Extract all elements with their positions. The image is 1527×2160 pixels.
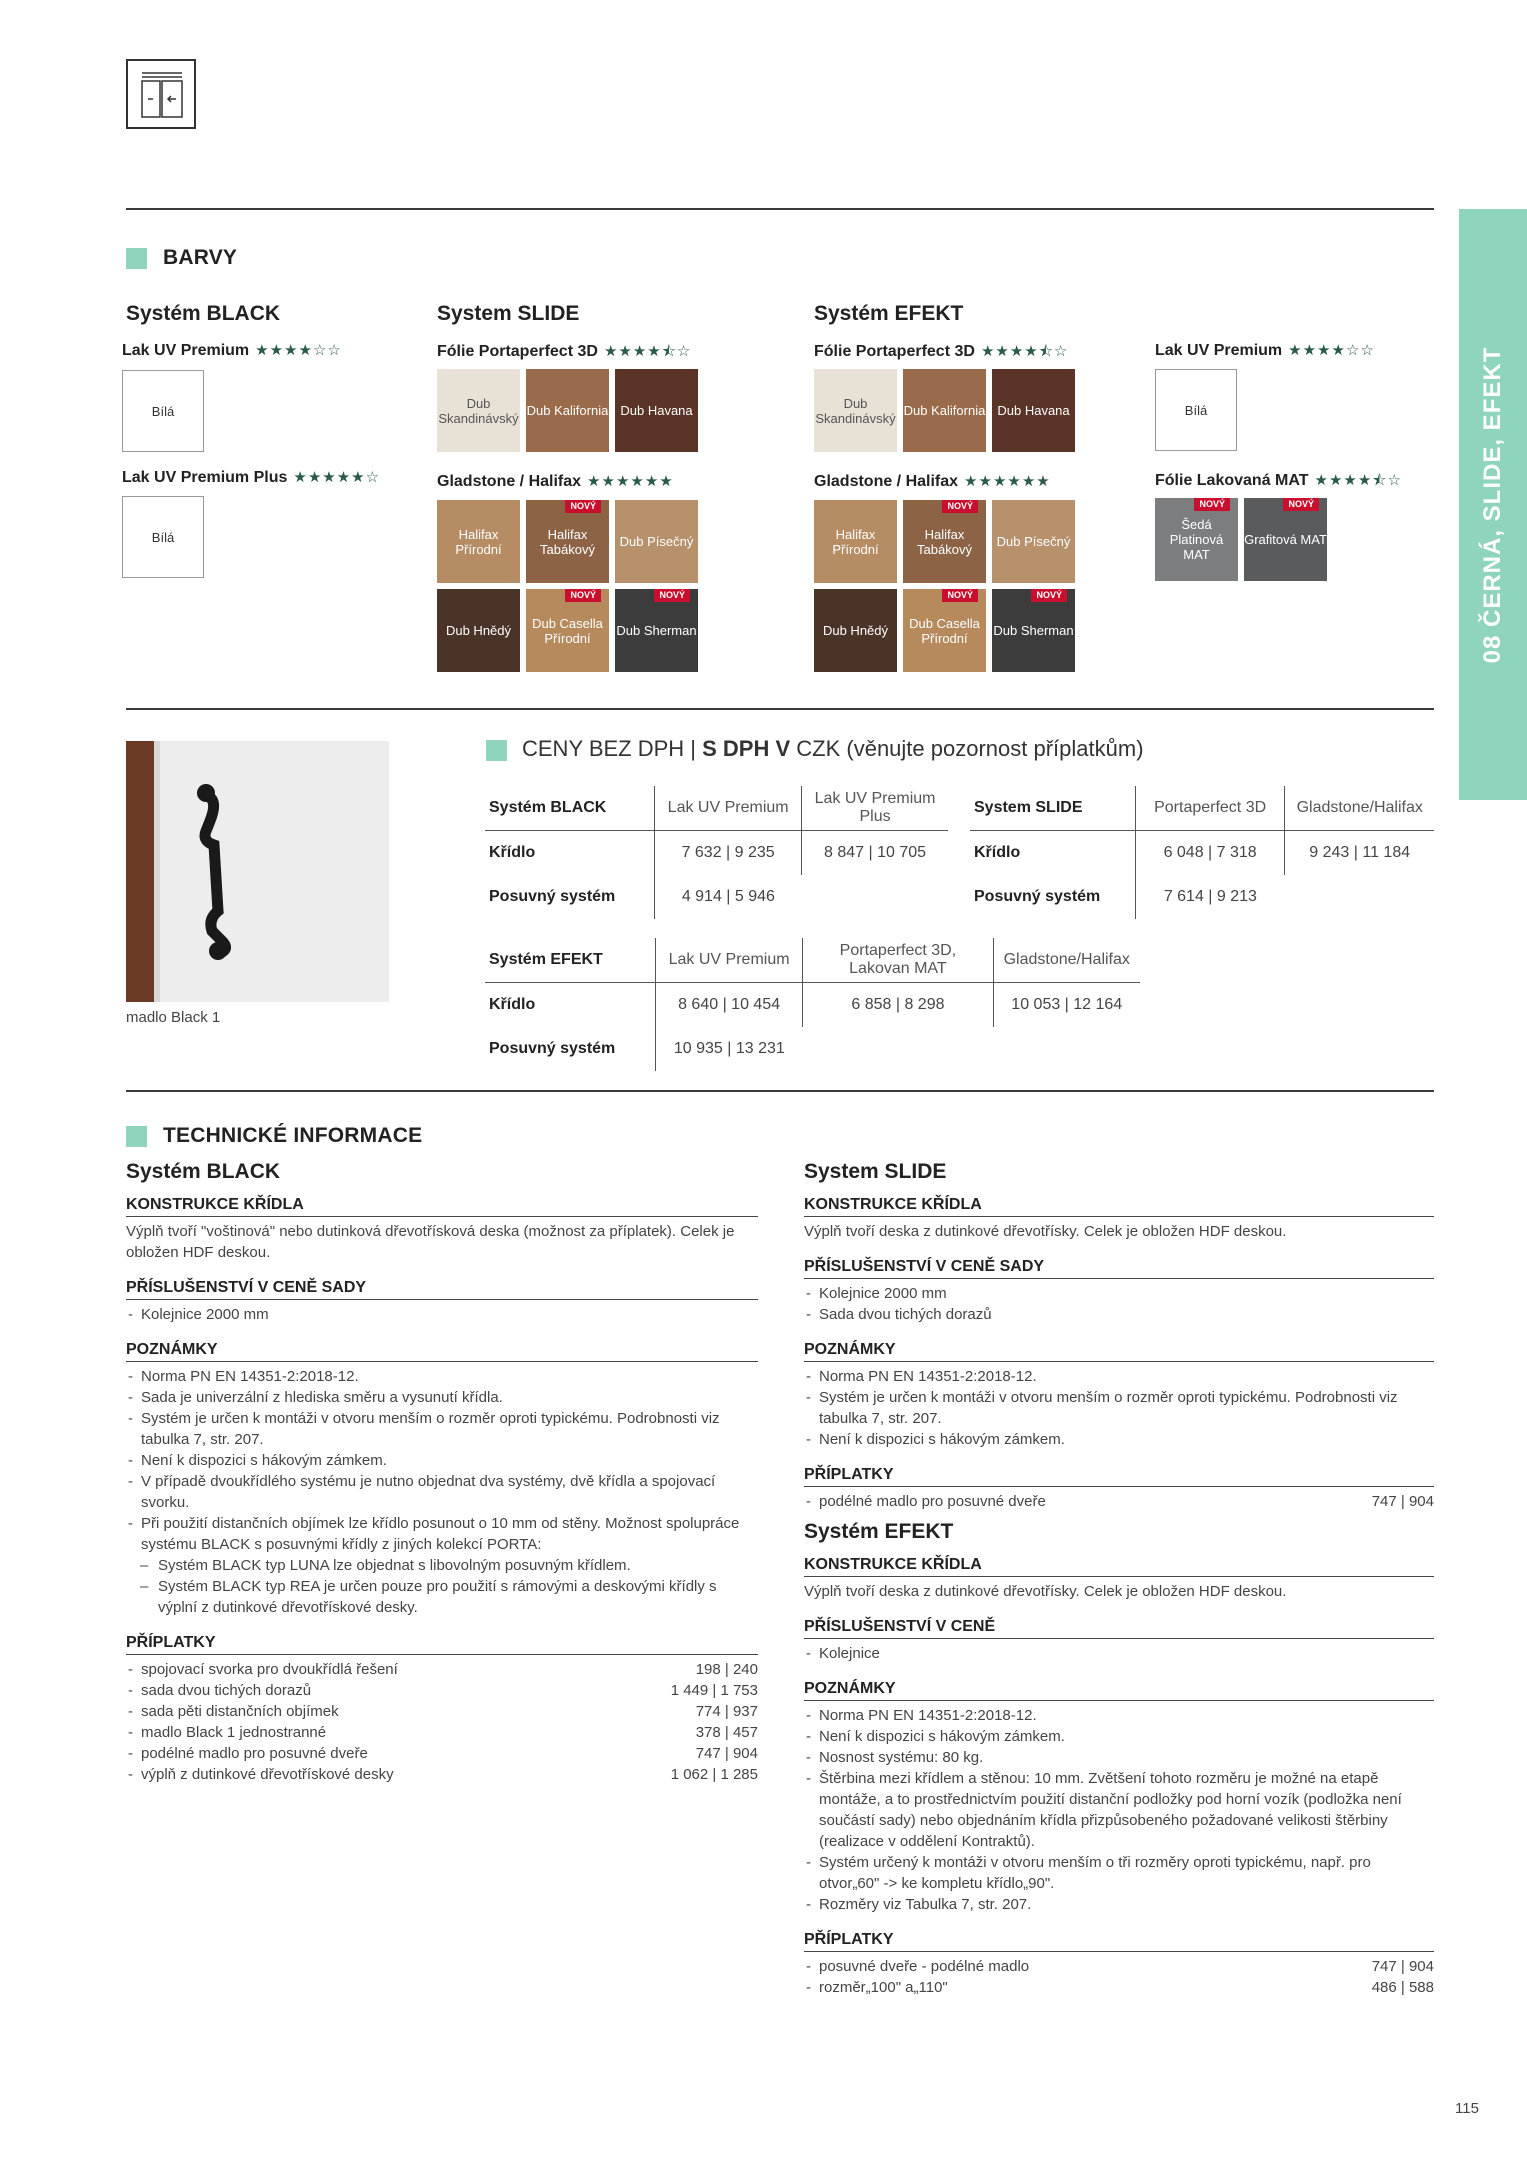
table-row-label: Křídlo <box>974 844 1021 861</box>
swatch-label: Dub Písečný <box>996 534 1071 549</box>
price-table-efekt <box>485 938 1140 1071</box>
list-item: - Kolejnice 2000 mm <box>804 1283 1434 1304</box>
color-swatch <box>1155 498 1238 581</box>
table-cell: 4 914 | 5 946 <box>655 875 802 919</box>
slide-title: System SLIDE <box>437 302 580 325</box>
table-cell: 7 632 | 9 235 <box>655 831 802 876</box>
list-item: - Norma PN EN 14351-2:2018-12. <box>126 1366 756 1387</box>
table-col: Lak UV Premium <box>655 786 802 831</box>
swatch-white: Bílá <box>122 370 204 452</box>
list-item: - Není k dispozici s hákovým zámkem. <box>804 1429 1434 1450</box>
rating-stars: ★★★★★★ <box>964 473 1051 490</box>
swatch-label: Halifax Přírodní <box>455 526 502 557</box>
table-sys: Systém EFEKT <box>485 938 655 983</box>
color-swatch <box>1244 498 1327 581</box>
ceny-heading: CENY BEZ DPH | S DPH V CZK (věnujte pozornost příplatkům) <box>522 736 1144 761</box>
list-item: - Štěrbina mezi křídlem a stěnou: 10 mm. Zvětšení tohoto rozměru je možné na etapě montáže, a to prostřednictvím použití distanční podložky pod horní vozík (podložka není součástí sady) nebo objednáním křídla přizpůsobeného požadované velikosti štěrbiny (realizace v oddělení Kontraktů). <box>804 1768 1434 1852</box>
table-cell: 10 935 | 13 231 <box>655 1027 802 1071</box>
table-cell: 8 847 | 10 705 <box>802 831 948 876</box>
color-swatch <box>437 589 520 672</box>
surcharge-price: 747 | 904 <box>1371 1958 1434 1975</box>
surcharge-row <box>126 1764 758 1785</box>
color-swatch <box>903 500 986 583</box>
table-sys: Systém BLACK <box>485 786 655 831</box>
efekt-g2-label: Gladstone / Halifax ★★★★★★ <box>814 473 1051 490</box>
swatch-label: Dub Skandinávský <box>438 395 519 426</box>
surcharge-label: - madlo Black 1 jednostranné <box>128 1724 327 1741</box>
efekt-title: Systém EFEKT <box>814 302 964 325</box>
color-swatch <box>814 500 897 583</box>
list-item: – Systém BLACK typ REA je určen pouze pro použití s rámovými a deskovými křídly s výplní z dutinkové dřevotřískové desky. <box>126 1576 756 1618</box>
surcharge-label: - posuvné dveře - podélné madlo <box>806 1958 1030 1975</box>
surcharge-price: 486 | 588 <box>1371 1979 1434 1996</box>
rating-stars: ★★★★⯪☆ <box>603 343 692 360</box>
divider <box>126 708 1434 710</box>
k-text: Výplň tvoří "voštinová" nebo dutinková dřevotřísková deska (možnost za příplatek). Celek je obložen HDF deskou. <box>126 1223 735 1261</box>
list-item: - V případě dvoukřídlého systému je nutno objednat dva systémy, dvě křídla a spojovací svorku. <box>126 1471 756 1513</box>
tech-black-title: Systém BLACK <box>126 1160 281 1183</box>
section-head: PŘÍSLUŠENSTVÍ V CENĚ SADY <box>804 1258 1434 1279</box>
swatch-label: Dub Hnědý <box>822 623 889 638</box>
divider <box>126 1090 1434 1092</box>
new-badge: NOVÝ <box>1283 498 1319 511</box>
section-head: KONSTRUKCE KŘÍDLA <box>804 1196 1434 1217</box>
swatch-label: Dub Hnědý <box>445 623 512 638</box>
list-item: - Nosnost systému: 80 kg. <box>804 1747 1434 1768</box>
price-table-black <box>485 786 948 919</box>
tech-black <box>126 1160 758 1785</box>
swatch-label: Dub Havana <box>997 403 1070 418</box>
surcharge-label: - podélné madlo pro posuvné dveře <box>128 1745 368 1762</box>
new-badge: NOVÝ <box>654 589 690 602</box>
k-text: Výplň tvoří deska z dutinkové dřevotřísky. Celek je obložen HDF deskou. <box>804 1223 1287 1240</box>
color-swatch <box>437 500 520 583</box>
list-item: - Systém určený k montáži v otvoru menším o tři rozměry oproti typickému, např. pro otvor„60" -> ke kompletu křídlo„90". <box>804 1852 1434 1894</box>
surcharge-row <box>126 1659 758 1680</box>
list-item: - Sada je univerzální z hlediska směru a vysunutí křídla. <box>126 1387 756 1408</box>
surcharge-row <box>804 1956 1434 1977</box>
list-item: - Sada dvou tichých dorazů <box>804 1304 1434 1325</box>
surcharge-row <box>126 1722 758 1743</box>
efekt-g1-label: Fólie Portaperfect 3D ★★★★⯪☆ <box>814 343 1069 360</box>
color-swatch <box>615 500 698 583</box>
list-item: - Při použití distančních objímek lze křídlo posunout o 10 mm od stěny. Možnost spolupráce systému BLACK s posuvnými křídly z jiných kolekcí PORTA: <box>126 1513 756 1555</box>
black-g1-label: Lak UV Premium ★★★★☆☆ <box>122 342 342 359</box>
surcharge-price: 198 | 240 <box>695 1661 758 1678</box>
table-cell: 10 053 | 12 164 <box>993 983 1140 1028</box>
new-badge: NOVÝ <box>1194 498 1230 511</box>
table-cell: 9 243 | 11 184 <box>1285 831 1434 876</box>
color-swatch <box>814 589 897 672</box>
barvy-heading: BARVY <box>163 246 238 269</box>
tech-efekt-title: Systém EFEKT <box>804 1520 954 1543</box>
new-badge: NOVÝ <box>942 500 978 513</box>
black-title: Systém BLACK <box>126 302 281 325</box>
sliding-door-icon <box>126 59 196 129</box>
section-head: PŘÍPLATKY <box>804 1466 1434 1487</box>
tech-slide <box>804 1160 1434 1998</box>
section-marker <box>126 248 147 269</box>
table-row-label: Posuvný systém <box>489 1040 616 1057</box>
list-item: - Není k dispozici s hákovým zámkem. <box>126 1450 756 1471</box>
swatch-label: Dub Kalifornia <box>526 403 609 418</box>
color-swatch <box>526 500 609 583</box>
color-swatch <box>526 369 609 452</box>
list-item: - Norma PN EN 14351-2:2018-12. <box>804 1366 1434 1387</box>
color-swatch <box>992 500 1075 583</box>
rating-stars: ★★★★★★ <box>587 473 674 490</box>
surcharge-row <box>804 1491 1434 1512</box>
surcharge-price: 1 449 | 1 753 <box>670 1682 758 1699</box>
new-badge: NOVÝ <box>565 500 601 513</box>
surcharge-row <box>126 1743 758 1764</box>
photo-caption: madlo Black 1 <box>126 1009 221 1026</box>
swatch-label: Dub Casella Přírodní <box>532 615 603 646</box>
list-item: - Není k dispozici s hákovým zámkem. <box>804 1726 1434 1747</box>
swatch-label: Dub Písečný <box>619 534 694 549</box>
section-head: POZNÁMKY <box>804 1341 1434 1362</box>
black-g2-label: Lak UV Premium Plus ★★★★★☆ <box>122 469 381 486</box>
chapter-sidebar <box>1459 209 1527 800</box>
section-head: KONSTRUKCE KŘÍDLA <box>804 1556 1434 1577</box>
tech-heading: TECHNICKÉ INFORMACE <box>163 1124 423 1147</box>
section-marker <box>126 1126 147 1147</box>
list-item: - Norma PN EN 14351-2:2018-12. <box>804 1705 1434 1726</box>
surcharge-row <box>126 1680 758 1701</box>
surcharge-price: 378 | 457 <box>695 1724 758 1741</box>
table-cell: 6 858 | 8 298 <box>803 983 993 1028</box>
section-head: PŘÍPLATKY <box>126 1634 758 1655</box>
list-item: – Systém BLACK typ LUNA lze objednat s libovolným posuvným křídlem. <box>126 1555 756 1576</box>
list-item: - Kolejnice <box>804 1643 1434 1664</box>
handle-photo <box>126 741 389 1002</box>
surcharge-row <box>804 1977 1434 1998</box>
color-swatch <box>526 589 609 672</box>
list-item: - Rozměry viz Tabulka 7, str. 207. <box>804 1894 1434 1915</box>
color-swatch <box>814 369 897 452</box>
surcharge-price: 774 | 937 <box>695 1703 758 1720</box>
surcharge-price: 747 | 904 <box>695 1745 758 1762</box>
table-col: Portaperfect 3D <box>1135 786 1285 831</box>
swatch-label: Dub Kalifornia <box>903 403 986 418</box>
section-head: KONSTRUKCE KŘÍDLA <box>126 1196 758 1217</box>
list-item: - Systém je určen k montáži v otvoru menším o rozměr oproti typickému. Podrobnosti viz tabulka 7, str. 207. <box>126 1408 756 1450</box>
color-swatch <box>903 589 986 672</box>
efekt-g4-label: Fólie Lakovaná MAT ★★★★⯪☆ <box>1155 472 1402 489</box>
table-row-label: Křídlo <box>489 844 536 861</box>
k-text: Výplň tvoří deska z dutinkové dřevotřísky. Celek je obložen HDF deskou. <box>804 1583 1287 1600</box>
swatch-label: Šedá Platinová MAT <box>1169 517 1224 562</box>
surcharge-label: - sada pěti distančních objímek <box>128 1703 339 1720</box>
section-head: PŘÍPLATKY <box>804 1931 1434 1952</box>
surcharge-row <box>126 1701 758 1722</box>
surcharge-price: 747 | 904 <box>1371 1493 1434 1510</box>
table-row-label: Posuvný systém <box>489 888 616 905</box>
table-col: Portaperfect 3D, Lakovan MAT <box>803 938 993 983</box>
surcharge-label: - výplň z dutinkové dřevotřískové desky <box>128 1766 394 1783</box>
new-badge: NOVÝ <box>1031 589 1067 602</box>
color-swatch <box>615 589 698 672</box>
table-col: Gladstone/Halifax <box>993 938 1140 983</box>
swatch-white: Bílá <box>122 496 204 578</box>
color-swatch <box>903 369 986 452</box>
section-head: PŘÍSLUŠENSTVÍ V CENĚ SADY <box>126 1279 758 1300</box>
surcharge-label: - rozměr„100" a„110" <box>806 1979 948 1996</box>
rating-stars: ★★★★☆☆ <box>1288 342 1375 359</box>
swatch-white: Bílá <box>1155 369 1237 451</box>
section-head: POZNÁMKY <box>804 1680 1434 1701</box>
swatch-label: Dub Casella Přírodní <box>909 615 980 646</box>
table-sys: System SLIDE <box>970 786 1135 831</box>
page-number: 115 <box>1455 2100 1479 2117</box>
rating-stars: ★★★★★☆ <box>293 469 381 486</box>
swatch-label: Dub Skandinávský <box>815 395 896 426</box>
swatch-label: Halifax Tabákový <box>540 526 595 557</box>
color-swatch <box>992 369 1075 452</box>
chapter-label: 08 ČERNÁ, SLIDE, EFEKT <box>1479 346 1506 663</box>
slide-g2-label: Gladstone / Halifax ★★★★★★ <box>437 473 674 490</box>
swatch-label: Dub Havana <box>620 403 693 418</box>
section-marker <box>486 740 507 761</box>
swatch-label: Dub Sherman <box>616 623 697 638</box>
slide-g1-label: Fólie Portaperfect 3D ★★★★⯪☆ <box>437 343 692 360</box>
rating-stars: ★★★★☆☆ <box>255 342 342 359</box>
surcharge-label: - podélné madlo pro posuvné dveře <box>806 1493 1046 1510</box>
list-item: - Systém je určen k montáži v otvoru menším o rozměr oproti typickému. Podrobnosti viz tabulka 7, str. 207. <box>804 1387 1434 1429</box>
table-col: Lak UV Premium <box>655 938 802 983</box>
color-swatch <box>437 369 520 452</box>
swatch-label: Halifax Tabákový <box>917 526 972 557</box>
color-swatch <box>992 589 1075 672</box>
table-cell: 7 614 | 9 213 <box>1135 875 1285 919</box>
section-head: PŘÍSLUŠENSTVÍ V CENĚ <box>804 1618 1434 1639</box>
table-col: Lak UV Premium Plus <box>802 786 948 831</box>
surcharge-label: - sada dvou tichých dorazů <box>128 1682 312 1699</box>
rating-stars: ★★★★⯪☆ <box>980 343 1069 360</box>
swatch-label: Grafitová MAT <box>1244 532 1327 547</box>
surcharge-label: - spojovací svorka pro dvoukřídlá řešení <box>128 1661 398 1678</box>
rating-stars: ★★★★⯪☆ <box>1314 472 1402 489</box>
table-row-label: Posuvný systém <box>974 888 1101 905</box>
price-table-slide <box>970 786 1434 919</box>
surcharge-price: 1 062 | 1 285 <box>670 1766 758 1783</box>
table-cell: 6 048 | 7 318 <box>1135 831 1285 876</box>
table-cell: 8 640 | 10 454 <box>655 983 802 1028</box>
new-badge: NOVÝ <box>565 589 601 602</box>
section-head: POZNÁMKY <box>126 1341 758 1362</box>
color-swatch <box>615 369 698 452</box>
table-col: Gladstone/Halifax <box>1285 786 1434 831</box>
table-row-label: Křídlo <box>489 996 536 1013</box>
swatch-label: Halifax Přírodní <box>832 526 879 557</box>
tech-slide-title: System SLIDE <box>804 1160 947 1183</box>
efekt-g3-label: Lak UV Premium ★★★★☆☆ <box>1155 342 1375 359</box>
new-badge: NOVÝ <box>942 589 978 602</box>
swatch-label: Dub Sherman <box>993 623 1074 638</box>
list-item: - Kolejnice 2000 mm <box>126 1304 758 1325</box>
divider <box>126 208 1434 210</box>
